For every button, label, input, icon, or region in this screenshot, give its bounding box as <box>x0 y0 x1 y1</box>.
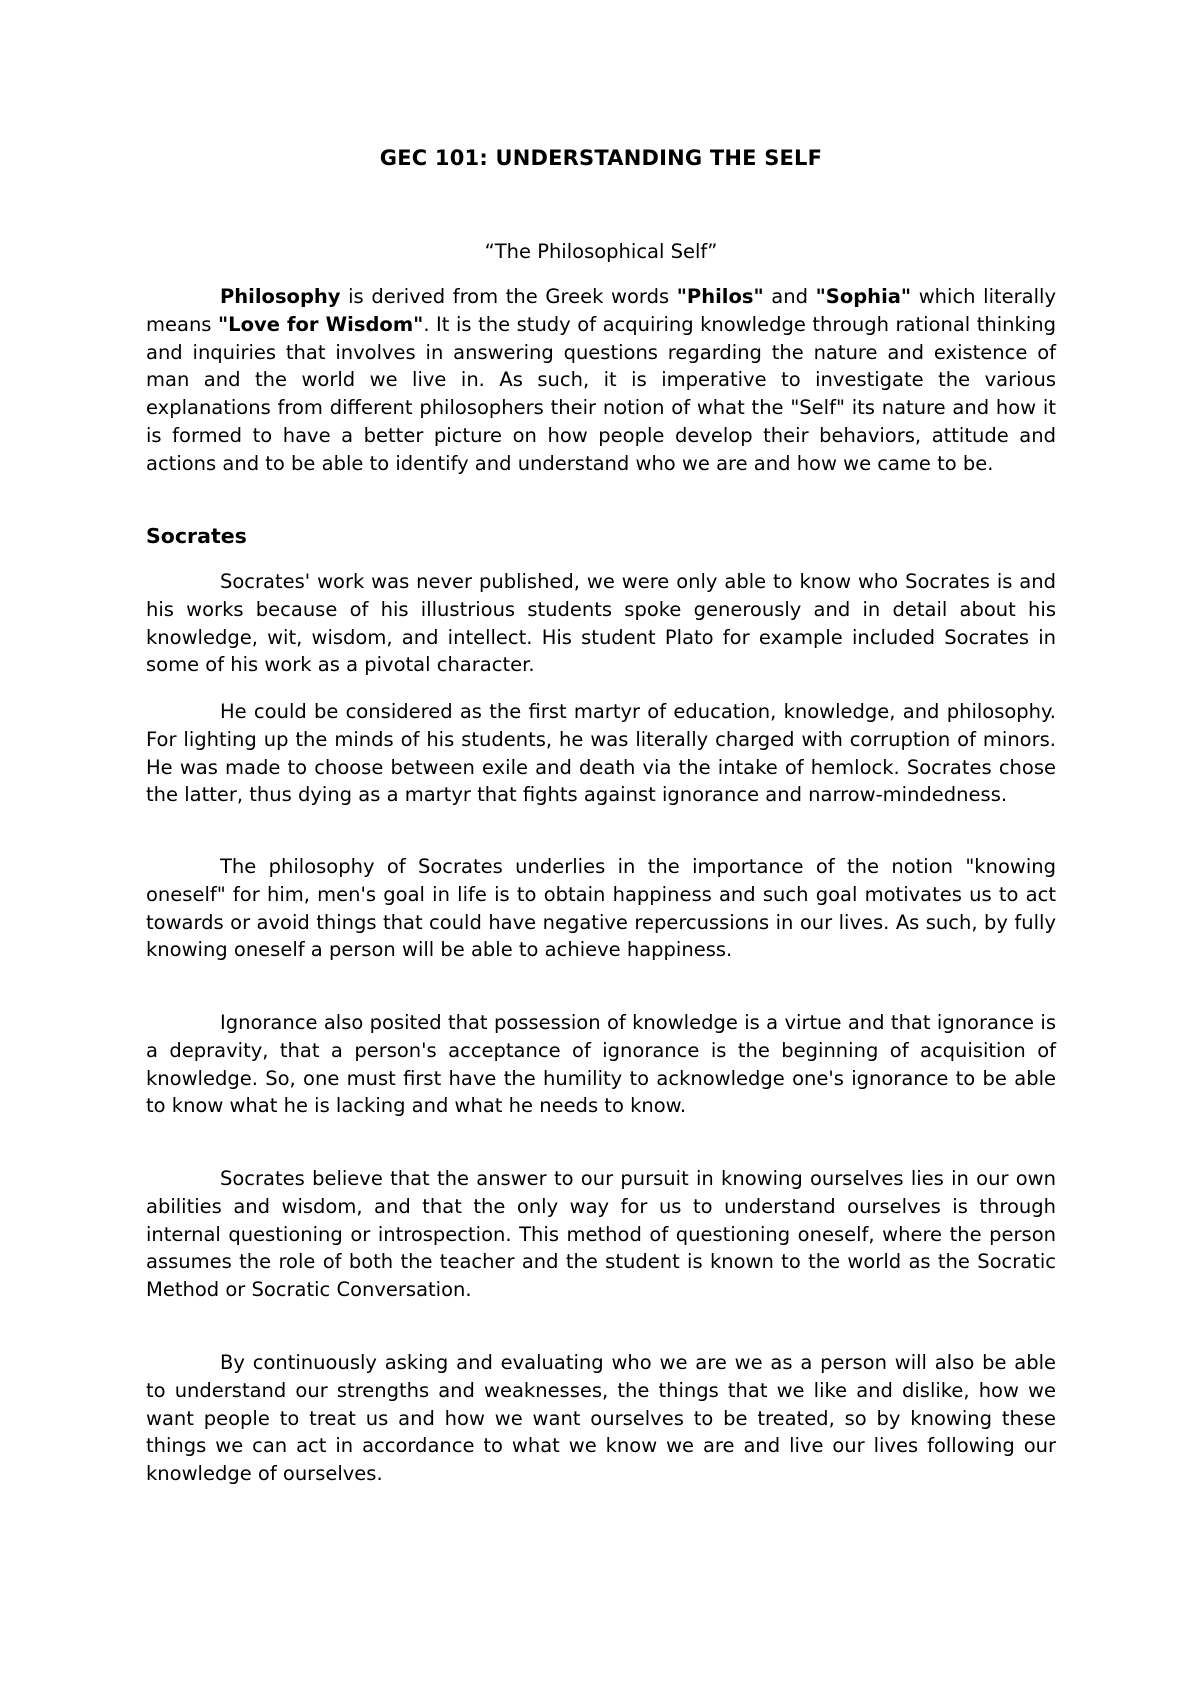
paragraph-6: By continuously asking and evaluating who we are we as a person will also be able to understand our strengths and weaknesses, the things that we like and dislike, how we want people to treat us and how we want ourselves to be treated, so by knowing these things we can act in accordance to what we know we are and live our lives following our knowledge of ourselves. <box>146 1351 1056 1486</box>
intro-greek-philos: "Philos" <box>676 285 764 308</box>
intro-text-4: . It is the study of acquiring knowledge through rational thinking and inquiries that involves in answering questions regarding the nature and existence of man and the world we live in. As such, it is imperative to investigate the various explanations from different philosophers their notion of what the "Self" its nature and how it is formed to have a better picture on how people develop their behaviors, attitude and actions and to be able to identify and understand who we are and how we came to be. <box>146 312 1056 475</box>
intro-term: Philosophy <box>220 285 341 308</box>
intro-text-3: which literally means <box>146 285 1056 336</box>
intro-paragraph <box>146 283 1056 478</box>
intro-text-1: is derived from the Greek words <box>340 285 677 308</box>
intro-greek-sophia: "Sophia" <box>815 285 912 308</box>
document-subtitle: “The Philosophical Self” <box>484 240 718 263</box>
document-title: GEC 101: UNDERSTANDING THE SELF <box>379 146 823 170</box>
section-heading-socrates: Socrates <box>146 524 247 548</box>
paragraph-2: He could be considered as the first martyr of education, knowledge, and philosophy. For lighting up the minds of his students, he was literally charged with corruption of minors. He was made to choose between exile and death via the intake of hemlock. Socrates chose the latter, thus dying as a martyr that fights against ignorance and narrow-mindedness. <box>146 700 1056 807</box>
paragraph-3: The philosophy of Socrates underlies in the importance of the notion "knowing oneself" for him, men's goal in life is to obtain happiness and such goal motivates us to act towards or avoid things that could have negative repercussions in our lives. As such, by fully knowing oneself a person will be able to achieve happiness. <box>146 855 1056 962</box>
intro-text-2: and <box>763 285 816 308</box>
paragraph-4: Ignorance also posited that possession of knowledge is a virtue and that ignorance is a depravity, that a person's acceptance of ignorance is the beginning of acquisition of knowledge. So, one must first have the humility to acknowledge one's ignorance to be able to know what he is lacking and what he needs to know. <box>146 1011 1056 1118</box>
paragraph-1: Socrates' work was never published, we were only able to know who Socrates is and his works because of his illustrious students spoke generously and in detail about his knowledge, wit, wisdom, and intellect. His student Plato for example included Socrates in some of his work as a pivotal character. <box>146 570 1056 677</box>
paragraph-5: Socrates believe that the answer to our pursuit in knowing ourselves lies in our own abilities and wisdom, and that the only way for us to understand ourselves is through internal questioning or introspection. This method of questioning oneself, where the person assumes the role of both the teacher and the student is known to the world as the Socratic Method or Socratic Conversation. <box>146 1167 1056 1302</box>
intro-meaning: "Love for Wisdom" <box>218 312 424 336</box>
